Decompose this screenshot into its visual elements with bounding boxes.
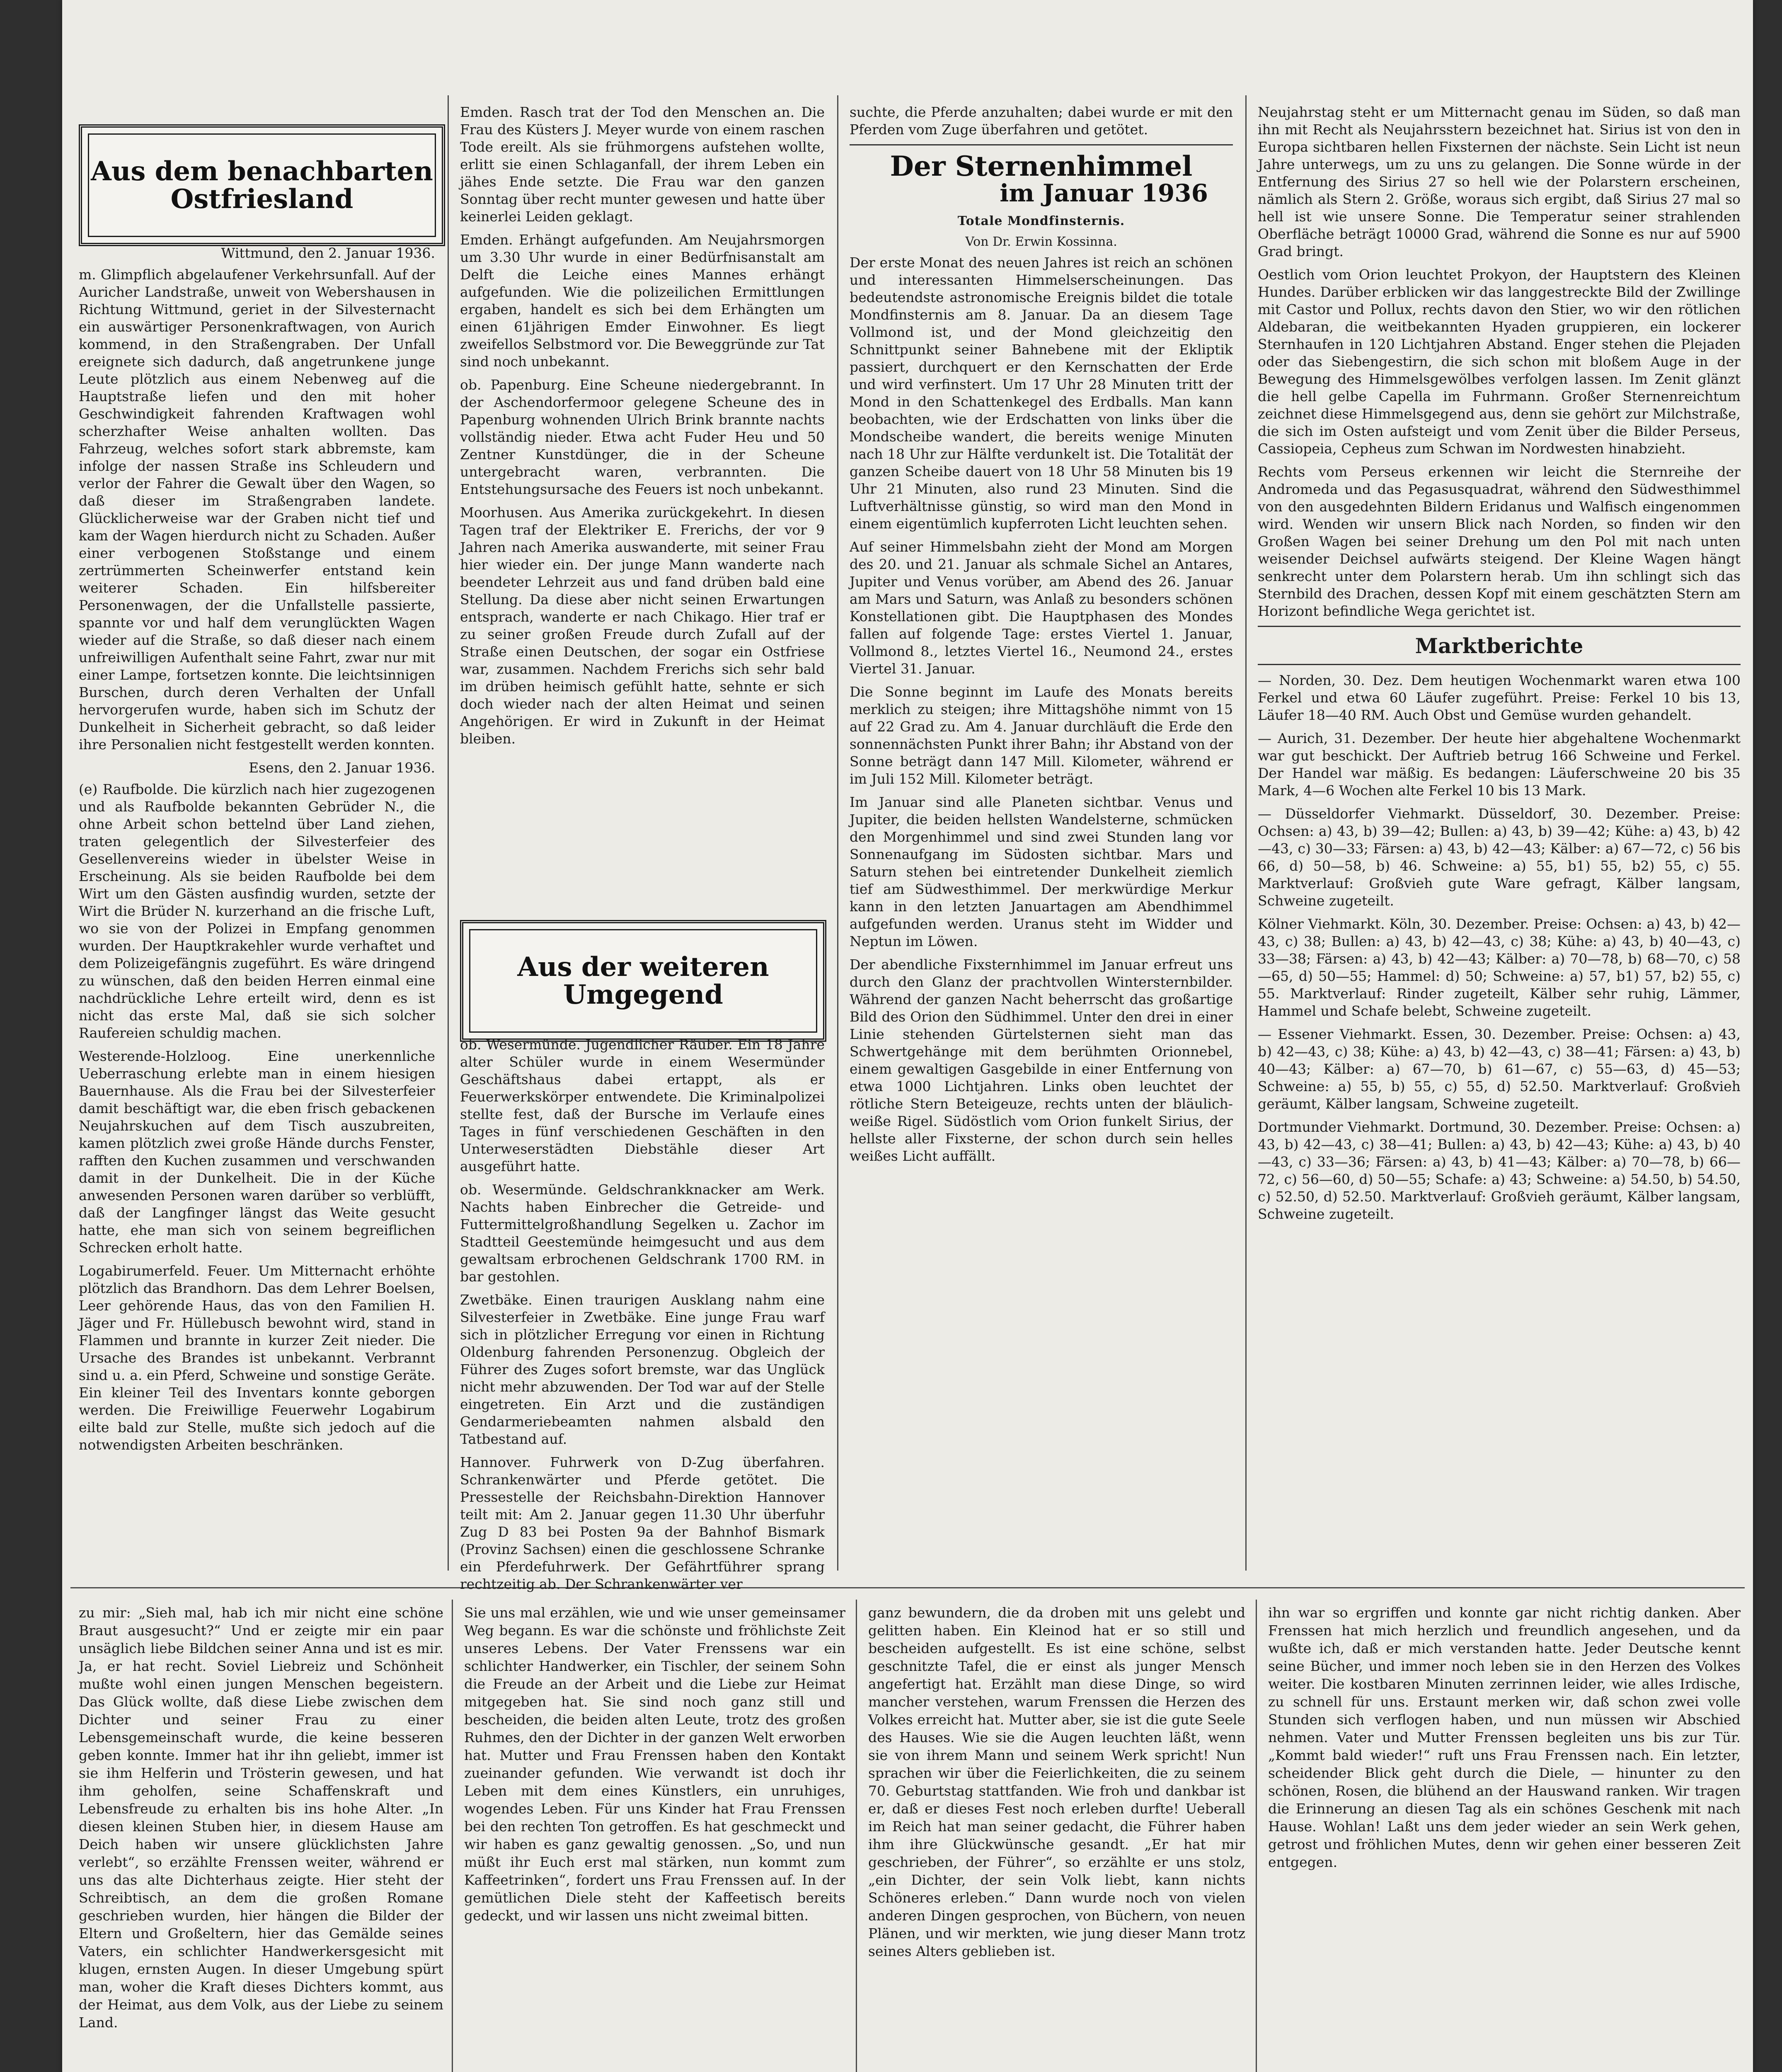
ostfriesland-heading-line1: Aus dem benachbarten [91, 155, 433, 187]
article-papenburg: ob. Papenburg. Eine Scheune niedergebrannt. In der Aschendorfermoor gelegene Scheune des in Papenburg wohnenden Ulrich Brink brannte nachts vollständig nieder. Etwa acht Fuder Heu und 50 Zentner Kunstdünger, die in der Scheune untergebracht waren, verbrannten. Die Entstehungsursache des Feuers ist noch unbekannt. [460, 377, 825, 497]
sternenhimmel-heading-line1: Der Sternenhimmel [890, 150, 1193, 182]
ostfriesland-heading-line2: Ostfriesland [170, 184, 353, 215]
divider [850, 144, 1233, 145]
sternenhimmel-para-4: Im Januar sind alle Planeten sichtbar. Venus und Jupiter, die beiden hellsten Wandelsterne, schmücken den Morgenhimmel und sind zwei Stunden lang vor Sonnenaufgang im Südosten sichtbar. Mars und Saturn stehen bei eintretender Dunkelheit ziemlich tief am Südwesthimmel. Der merkwürdige Merkur kann in den letzten Januartagen am Abendhimmel aufgefunden werden. Uranus steht im Widder und Neptun im Löwen. [850, 794, 1233, 950]
marktberichte-heading: Marktberichte [1415, 634, 1583, 658]
feature-part-1: zu mir: „Sieh mal, hab ich mir nicht eine schöne Braut ausgesucht?“ Und er zeigte mir ein paar unsäglich liebe Bildchen seiner Anna und ist es mir. Ja, er hat recht. Soviel Liebreiz und Schönheit mußte wohl einen jungen Menschen begeistern. Das Glück wollte, daß diese Liebe zwischen dem Dichter und seiner Frau zu einer Lebensgemeinschaft wurde, die keine besseren geben konnte. Immer hat ihr ihn geliebt, immer ist sie ihm Helferin und Trösterin gewesen, und hat ihm geholfen, seine Schaffenskraft und Lebensfreude zu erhalten bis ins hohe Alter. „In diesen kleinen Stuben hier, in diesem Hause am Deich haben wir unsere glücklichsten Jahre verlebt“, so erzählte Frenssen weiter, während er uns das alte Dichterhaus zeigte. Hier steht der Schreibtisch, an dem die großen Romane geschrieben wurden, hier hängen die Bilder der Eltern und Großeltern, hier das Gemälde seines Vaters, ein schlichter Handwerkersgesicht mit klugen, ernsten Augen. In dieser Umgebung spürt man, woher die Kraft dieses Dichters kommt, aus der Heimat, aus dem Volk, aus der Liebe zu seinem Land. [79, 1605, 443, 2031]
article-emden-tod: Emden. Rasch trat der Tod den Menschen an. Die Frau des Küsters J. Meyer wurde von einem raschen Tode ereilt. Als sie frühmorgens aufstehen wollte, erlitt sie einen Schlaganfall, der ihrem Leben ein jähes Ende setzte. Die Frau war den ganzen Sonntag über recht munter gewesen und hatte über keinerlei Leiden geklagt. [460, 104, 825, 225]
column-rule [856, 1600, 857, 2072]
column-3 [850, 104, 1233, 1575]
market-norden: — Norden, 30. Dez. Dem heutigen Wochenmarkt waren etwa 100 Ferkel und etwa 60 Läufer zugeführt. Preise: Ferkel 10 bis 13, Läufer 18—40 RM. Auch Obst und Gemüse wurden gehandelt. [1258, 672, 1741, 723]
sternenhimmel-para-1: Der erste Monat des neuen Jahres ist reich an schönen und interessanten Himmelserscheinungen. Das bedeutendste astronomische Ereignis bildet die totale Mondfinsternis am 8. Januar. Da an diesem Tage Vollmond ist, und der Mond gleichzeitig den Schnittpunkt seiner Bahnebene mit der Ekliptik passiert, durchquert er den Kernschatten der Erde und wird verfinstert. Um 17 Uhr 28 Minuten tritt der Mond in den Schattenkegel des Erdballs. Man kann beobachten, wie der Erdschatten von links über die Mondscheibe wandert, die bereits wenige Minuten nach 18 Uhr zur Hälfte verdunkelt ist. Die Totalität der ganzen Scheibe dauert von 18 Uhr 58 Minuten bis 19 Uhr 21 Minuten, also rund 23 Minuten. Sind die Luftverhältnisse günstig, so wird man den Mond in einem eigentümlich kupferroten Licht leuchten sehen. [850, 254, 1233, 532]
sternenhimmel-para-7: Oestlich vom Orion leuchtet Prokyon, der Hauptstern des Kleinen Hundes. Darüber erblicken wir das langgestreckte Bild der Zwillinge mit Castor und Pollux, rechts davon den Stier, wo wir den rötlichen Aldebaran, die weitbekannten Hyaden gruppieren, ein lockerer Sternhaufen in 120 Lichtjahren Abstand. Enger stehen die Plejaden oder das Siebengestirn, die sich schon mit bloßem Auge in der Bewegung des Himmelsgewölbes verfolgen lassen. Im Zenit glänzt die hell gelbe Capella im Fuhrmann. Großer Sternenreichtum zeichnet diese Himmelsgegend aus, denn sie gehört zur Milchstraße, die sich im Osten aufsteigt und vom Zenit über die Bilder Perseus, Cassiopeia, Cepheus zum Schwan im Nordwesten hinabzieht. [1258, 266, 1741, 457]
divider [1258, 664, 1741, 665]
umgegend-heading-line1: Aus der weiteren [517, 951, 769, 983]
column-rule [1256, 1600, 1257, 2072]
column-rule [448, 95, 449, 1571]
article-logabirum: Logabirumerfeld. Feuer. Um Mitternacht erhöhte plötzlich das Brandhorn. Das dem Lehrer Boelsen, Leer gehörende Haus, das von den Familien H. Jäger und Fr. Hüllebusch bewohnt wird, stand in Flammen und brannte in kurzer Zeit nieder. Die Ursache des Brandes ist unbekannt. Verbrannt sind u. a. ein Pferd, Schweine und sonstige Geräte. Ein kleiner Teil des Inventars konnte geborgen werden. Die Freiwillige Feuerwehr Logabirum eilte bald zur Stelle, mußte sich jedoch auf die notwendigsten Arbeiten beschränken. [79, 1263, 435, 1453]
article-fuhrwerk-end: suchte, die Pferde anzuhalten; dabei wurde er mit den Pferden vom Zuge überfahren und getötet. [850, 104, 1233, 138]
column-rule [452, 1600, 453, 2072]
article-zwetbaeke: Zwetbäke. Einen traurigen Ausklang nahm eine Silvesterfeier in Zwetbäke. Eine junge Frau warf sich in plötzlicher Erregung vor einen in Richtung Oldenburg fahrenden Personenzug. Obgleich der Führer des Zuges sofort bremste, war das Unglück nicht mehr abzuwenden. Der Tod war auf der Stelle eingetreten. Ein Arzt und die zuständigen Gendarmeriebeamten nahmen alsbald den Tatbestand auf. [460, 1292, 825, 1447]
feature-part-3: ganz bewundern, die da droben mit uns gelebt und gelitten haben. Ein Kleinod hat er so still und bescheiden aufgestellt. Es ist eine schöne, selbst geschnitzte Tafel, die er einst als junger Mensch angefertigt hat. Erzählt man diese Dinge, so wird mancher verstehen, warum Frenssen die Herzen des Volkes erreicht hat. Mutter aber, sie ist die gute Seele des Hauses. Wie sie die Augen leuchten läßt, wenn sie von ihrem Mann und seinem Werk spricht! Nun sprachen wir über die Feierlichkeiten, die zu seinem 70. Geburtstag stattfanden. Wie froh und dankbar ist er, daß er dieses Fest noch erleben durfte! Ueberall im Reich hat man seiner gedacht, die Führer haben ihm ihre Glückwünsche gesandt. „Er hat mir geschrieben, der Führer“, so erzählte er uns stolz, „ein Dichter, der sein Volk liebt, kann nichts Schöneres erleben.“ Dann wurde noch von vielen anderen Dingen gesprochen, von Büchern, von neuen Plänen, und wir merkten, wie jung dieser Mann trotz seines Alters geblieben ist. [868, 1605, 1245, 1959]
market-koeln: Kölner Viehmarkt. Köln, 30. Dezember. Preise: Ochsen: a) 43, b) 42—43, c) 38; Bullen: a) 43, b) 42—43, c) 38; Kühe: a) 43, b) 40—43, c) 33—38; Färsen: a) 43, b) 42—43; Kälber: a) 70—78, b) 68—70, c) 58—65, d) 50—55; Hammel: d) 50; Schweine: a) 57, b1) 57, b2) 55, c) 55. Marktverlauf: Rinder zugeteilt, Kälber sehr ruhig, Lämmer, Hammel und Schafe belebt, Schweine zugeteilt. [1258, 916, 1741, 1019]
sternenhimmel-byline: Von Dr. Erwin Kossinna. [965, 235, 1117, 249]
divider [1258, 626, 1741, 627]
column-4 [1258, 104, 1741, 1575]
market-duesseldorf: — Düsseldorfer Viehmarkt. Düsseldorf, 30. Dezember. Preise: Ochsen: a) 43, b) 39—42; Bullen: a) 43, b) 39—42; Kühe: a) 43, b) 42—43, c) 30—33; Färsen: a) 43, b) 42—43; Kälber: a) 67—72, c) 56 bis 66, d) 50—58, b) 46. Schweine: a) 55, b1) 55, b2) 55, c) 55. Marktverlauf: Großvieh gute Ware gefragt, Kälber langsam, Schweine zugeteilt. [1258, 806, 1741, 909]
article-westerende: Westerende-Holzloog. Eine unerkennliche Ueberraschung erlebte man in einem hiesigen Bauernhause. Als die Frau bei der Silvesterfeier damit beschäftigt war, die eben frisch gebackenen Neujahrskuchen auf dem Tisch auszubreiten, kamen plötzlich zwei große Hände durchs Fenster, rafften den Kuchen zusammen und verschwanden damit in der Dunkelheit. Die in der Küche anwesenden Personen waren darüber so verblüfft, daß der Langfinger längst das Weite gesucht hatte, ehe man sich von seinem begreiflichen Schrecken erholt hatte. [79, 1048, 435, 1256]
article-wesermuende-raeuber: ob. Wesermünde. Jugendlicher Räuber. Ein 18 Jahre alter Schüler wurde in einem Wesermünder Geschäftshaus dabei ertappt, als er Feuerwerkskörper entwendete. Die Kriminalpolizei stellte fest, daß der Bursche im Verlaufe eines Tages in fünf verschiedenen Geschäften in den Unterweserstädten Diebstähle dieser Art ausgeführt hatte. [460, 1036, 825, 1174]
dateline-wittmund: Wittmund, den 2. Januar 1936. [221, 245, 435, 261]
market-dortmund: Dortmunder Viehmarkt. Dortmund, 30. Dezember. Preise: Ochsen: a) 43, b) 42—43, c) 38—41; Bullen: a) 43, b) 42—43; Kühe: a) 43, b) 40—43, c) 33—36; Färsen: a) 43, b) 41—43; Kälber: a) 70—78, b) 66—72, c) 56—60, d) 50—55; Schafe: a) 43; Schweine: a) 54.50, b) 54.50, c) 52.50, d) 52.50. Marktverlauf: Großvieh geräumt, Kälber langsam, Schweine zugeteilt. [1258, 1119, 1741, 1222]
sternenhimmel-para-3: Die Sonne beginnt im Laufe des Monats bereits merklich zu steigen; ihre Mittagshöhe nimmt von 15 auf 22 Grad zu. Am 4. Januar durchläuft die Erde den sonnennächsten Punkt ihrer Bahn; ihr Abstand von der Sonne beträgt dann 147 Mill. Kilometer, während er im Juli 152 Mill. Kilometer beträgt. [850, 684, 1233, 787]
column-rule [1245, 95, 1247, 1571]
article-moorhusen: Moorhusen. Aus Amerika zurückgekehrt. In diesen Tagen traf der Elektriker E. Frerichs, der vor 9 Jahren nach Amerika auswanderte, mit seiner Frau hier wieder ein. Der junge Mann wanderte nach beendeter Lehrzeit aus und fand drüben bald eine Stellung. Da diese aber nicht seinen Erwartungen entsprach, wanderte er nach Chikago. Hier traf er zu seiner großen Freude durch Zufall auf der Straße einen Deutschen, der sogar ein Ostfriese war, zusammen. Nachdem Frerichs sich sehr bald im drüben heimisch gefühlt hatte, sehnte er sich doch wieder nach der alten Heimat und seinen Angehörigen. Er wird in Zukunft in der Heimat bleiben. [460, 504, 825, 747]
newspaper-page [62, 0, 1753, 2072]
dateline-esens: Esens, den 2. Januar 1936. [249, 760, 435, 776]
umgegend-heading-line2: Umgegend [563, 979, 723, 1010]
sternenhimmel-para-6: Neujahrstag steht er um Mitternacht genau im Süden, so daß man ihn mit Recht als Neujahrsstern bezeichnet hat. Sirius ist von den in Europa sichtbaren hellen Fixsternen der nächste. Sein Licht ist neun Jahre unterwegs, um zu uns zu gelangen. Die Sonne würde in der Entfernung des Sirius 27 so hell wie der Polarstern erscheinen, nämlich als Stern 2. Größe, woraus sich ergibt, daß Sirius 27 mal so hell ist wie unsere Sonne. Die Temperatur seiner strahlenden Oberfläche beträgt 10000 Grad, während die Sonne es nur auf 5900 Grad bringt. [1258, 104, 1741, 259]
article-emden-erhaengt: Emden. Erhängt aufgefunden. Am Neujahrsmorgen um 3.30 Uhr wurde in einer Bedürfnisanstalt am Delft die Leiche eines Mannes erhängt aufgefunden. Wie die polizeilichen Ermittlungen ergaben, handelt es sich bei dem Erhängten um einen 61jährigen Emder Einwohner. Es liegt zweifellos Selbstmord vor. Die Beweggründe zur Tat sind noch unbekannt. [460, 232, 825, 370]
lower-column-1 [79, 1604, 443, 2072]
column-1 [79, 240, 435, 1575]
feature-part-2: Sie uns mal erzählen, wie und wie unser gemeinsamer Weg begann. Es war die schönste und fröhlichste Zeit unseres Lebens. Der Vater Frenssens war ein schlichter Handwerker, ein Tischler, der seinem Sohn die Freude an der Arbeit und die Liebe zur Heimat mitgegeben hat. Sie sind noch ganz still und bescheiden, die beiden alten Leute, trotz des großen Ruhmes, den der Dichter in der ganzen Welt erworben hat. Mutter und Frau Frenssen haben den Kontakt zueinander gefunden. Wie verwandt ist doch ihr Leben mit dem eines Künstlers, ein unruhiges, wogendes Leben. Für uns Kinder hat Frau Frenssen bei den rechten Ton getroffen. Es hat geschmeckt und wir haben es ganz gewaltig genossen. „So, und nun müßt ihr Euch erst mal stärken, nun kommt zum Kaffeetrinken“, fordert uns Frau Frenssen auf. In der gemütlichen Diele steht der Kaffeetisch bereits gedeckt, und wir lassen uns nicht zweimal bitten. [464, 1605, 845, 1924]
sternenhimmel-para-5: Der abendliche Fixsternhimmel im Januar erfreut uns durch den Glanz der prachtvollen Wintersternbilder. Während der ganzen Nacht beherrscht das großartige Bild des Orion den Südhimmel. Unter den drei in einer Linie stehenden Gürtelsternen sieht man das Schwertgehänge mit dem berühmten Orionnebel, einem gewaltigen Gasgebilde in einer Entfernung von etwa 1000 Lichtjahren. Links oben leuchtet der rötliche Stern Beteigeuze, rechts unten der bläulich-weiße Rigel. Südöstlich vom Orion funkelt Sirius, der hellste aller Fixsterne, der schon durch sein helles weißes Licht auffällt. [850, 956, 1233, 1164]
section-rule [70, 1587, 1745, 1588]
lower-column-3 [868, 1604, 1245, 2072]
umgegend-heading-box [460, 920, 826, 1042]
feature-part-4: ihn war so ergriffen und konnte gar nicht richtig danken. Aber Frenssen hat mich herzlich und freundlich angesehen, und da wußte ich, daß er mich verstanden hatte. Jeder Deutsche kennt seine Bücher, und immer noch leben sie in den Herzen des Volkes weiter. Die kostbaren Minuten zerrinnen leider, wie alles Irdische, zu schnell für uns. Erstaunt merken wir, daß schon zwei volle Stunden sich verflogen haben, und nun müssen wir Abschied nehmen. Vater und Mutter Frenssen begleiten uns bis zur Tür. „Kommt bald wieder!“ ruft uns Frau Frenssen nach. Ein letzter, scheidender Blick geht durch die Diele, — hinunter zu den schönen, Rosen, die blühend an der Hauswand ranken. Wir tragen die Erinnerung an diesen Tag als ein schönes Geschenk mit nach Hause. Wohlan! Laßt uns dem jeder wieder an sein Werk gehen, getrost und fröhlichen Mutes, denn wir gehen einer besseren Zeit entgegen. [1268, 1605, 1741, 1870]
article-raufbolde: (e) Raufbolde. Die kürzlich nach hier zugezogenen und als Raufbolde bekannten Gebrüder N., die ohne Arbeit schon bettelnd über Land ziehen, traten gelegentlich der Silvesterfeier des Gesellenvereins wieder in übelster Weise in Erscheinung. Als sie beiden Raufbolde bei dem Wirt um den Gästen ausfindig wurden, setzte der Wirt die Brüder N. kurzerhand an die frische Luft, wo sie von der Polizei in Empfang genommen wurden. Der Hauptkrakehler wurde verhaftet und dem Polizeigefängnis zugeführt. Es wäre dringend zu wünschen, daß den beiden Herren einmal eine nachdrückliche Lehre erteilt wird, denn es ist nicht das erste Mal, daß sie sich solcher Raufereien schuldig machen. [79, 781, 435, 1041]
sternenhimmel-para-8: Rechts vom Perseus erkennen wir leicht die Sternreihe der Andromeda und das Pegasusquadrat, während den Südwesthimmel von den ausgedehnten Bildern Eridanus und Walfisch eingenommen wird. Wenden wir unsern Blick nach Norden, so finden wir den Großen Wagen bei seiner Drehung um den Pol mit nach unten weisender Deichsel aufwärts steigend. Der Kleine Wagen hängt senkrecht unter dem Polarstern herab. Um ihn schlingt sich das Sternbild des Drachen, dessen Kopf mit einem geschätzten Stern am Horizont befindliche Wega gerichtet ist. [1258, 464, 1741, 619]
article-wesermuende-geldschrank: ob. Wesermünde. Geldschrankknacker am Werk. Nachts haben Einbrecher die Getreide- und Futtermittelgroßhandlung Segelken u. Zachor im Stadtteil Geestemünde heimgesucht und aus dem gewaltsam erbrochenen Geldschrank 1700 RM. in bar gestohlen. [460, 1181, 825, 1285]
lower-column-4 [1268, 1604, 1741, 2072]
sternenhimmel-para-2: Auf seiner Himmelsbahn zieht der Mond am Morgen des 20. und 21. Januar als schmale Sichel an Antares, Jupiter und Venus vorüber, am Abend des 26. Januar am Mars und Saturn, was Anlaß zu besonders schönen Konstellationen gibt. Die Hauptphasen des Mondes fallen auf folgende Tage: erstes Viertel 1. Januar, Vollmond 8., letztes Viertel 16., Neumond 24., erstes Viertel 31. Januar. [850, 539, 1233, 677]
column-rule [837, 95, 838, 1571]
article-verkehrsunfall: m. Glimpflich abgelaufener Verkehrsunfall. Auf der Auricher Landstraße, unweit von Webershausen in Richtung Wittmund, geriet in der Silvesternacht ein auswärtiger Personenkraftwagen, von Aurich kommend, in den Straßengraben. Der Unfall ereignete sich dadurch, daß angetrunkene junge Leute plötzlich aus einem Nebenweg auf die Hauptstraße liefen und den mit hoher Geschwindigkeit fahrenden Kraftwagen wohl scherzhafter Weise anhalten wollten. Das Fahrzeug, welches sofort stark abbremste, kam infolge der nassen Straße ins Schleudern und verlor der Fahrer die Gewalt über den Wagen, so daß dieser im Straßengraben landete. Glücklicherweise war der Graben nicht tief und kam der Wagen hierdurch nicht zu Schaden. Außer einer verbogenen Stoßstange und einem zertrümmerten Scheinwerfer entstand kein weiterer Schaden. Ein hilfsbereiter Personenwagen, der die Unfallstelle passierte, spannte vor und half dem verunglückten Wagen wieder auf die Straße, so daß dieser nach einem unfreiwilligen Aufenthalt seine Fahrt, zwar nur mit einer Lampe, fortsetzen konnte. Die leichtsinnigen Burschen, durch deren Verhalten der Unfall hervorgerufen wurde, haben sich im Schutz der Dunkelheit in Sicherheit gebracht, so daß leider ihre Personalien nicht festgestellt werden konnten. [79, 266, 435, 753]
sternenhimmel-subheading: Totale Mondfinsternis. [957, 214, 1125, 229]
sternenhimmel-heading-line2: im Januar 1936 [1000, 179, 1208, 208]
market-essen: — Essener Viehmarkt. Essen, 30. Dezember. Preise: Ochsen: a) 43, b) 42—43, c) 38; Kühe: a) 43, b) 42—43, c) 38—41; Färsen: a) 43, b) 40—43; Kälber: a) 67—70, b) 61—67, c) 55—63, d) 45—53; Schweine: a) 55, b) 55, c) 55, d) 52.50. Marktverlauf: Großvieh geräumt, Kälber langsam, Schweine zugeteilt. [1258, 1026, 1741, 1112]
ostfriesland-heading-box [79, 124, 445, 246]
column-2-upper [460, 104, 825, 912]
lower-column-2 [464, 1604, 845, 2072]
column-2-lower [460, 1036, 825, 1592]
market-aurich: — Aurich, 31. Dezember. Der heute hier abgehaltene Wochenmarkt war gut beschickt. Der Auftrieb betrug 166 Schweine und Ferkel. Der Handel war mäßig. Es bedangen: Läuferschweine 20 bis 35 Mark, 4—6 Wochen alte Ferkel 10 bis 13 Mark. [1258, 730, 1741, 799]
article-hannover: Hannover. Fuhrwerk von D-Zug überfahren. Schrankenwärter und Pferde getötet. Die Pressestelle der Reichsbahn-Direktion Hannover teilt mit: Am 2. Januar gegen 11.30 Uhr überfuhr Zug D 83 bei Posten 9a der Bahnhof Bismark (Provinz Sachsen) einen die geschlossene Schranke ein Pferdefuhrwerk. Der Gefährtführer sprang rechtzeitig ab. Der Schrankenwärter ver [460, 1454, 825, 1592]
